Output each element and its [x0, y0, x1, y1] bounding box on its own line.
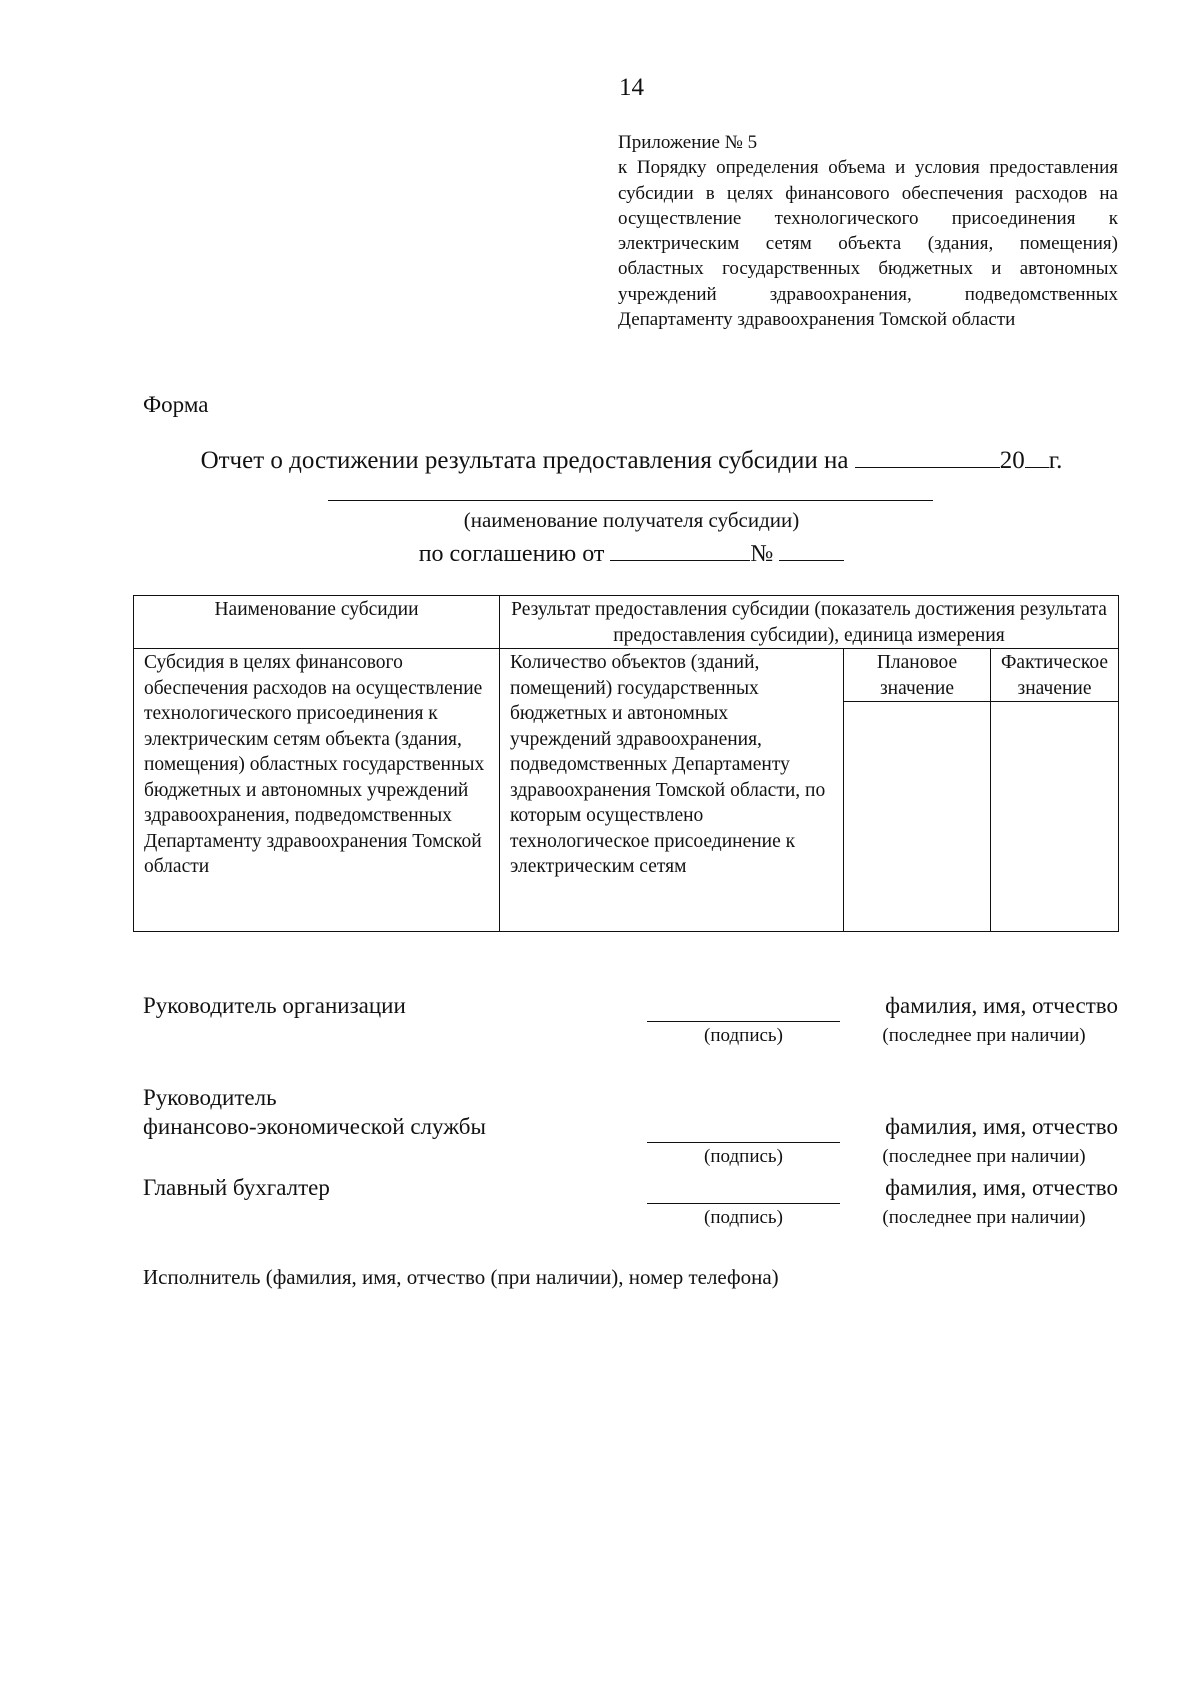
subsidy-result-table [133, 595, 1119, 932]
fio-label: фамилия, имя, отчество [885, 1175, 1118, 1200]
signature-caption: (подпись) [704, 1025, 783, 1046]
table-row [134, 649, 1119, 702]
header-result: Результат предоставления субсидии (показатель достижения результата предоставления субсидии), единица измерения [500, 596, 1119, 649]
head-finance-label-line2: финансово-экономической службы [143, 1114, 486, 1139]
head-finance-label-line1: Руководитель [143, 1085, 277, 1110]
fio-note: (последнее при наличии) [882, 1146, 1086, 1167]
agreement-label: по соглашению от [418, 541, 605, 567]
signature-caption: (подпись) [704, 1207, 783, 1228]
agreement-date-blank[interactable] [610, 536, 750, 561]
head-organization-label: Руководитель организации [143, 993, 406, 1018]
report-title [0, 443, 1200, 475]
signature-caption: (подпись) [704, 1146, 783, 1167]
agreement-number-blank[interactable] [779, 536, 844, 561]
indicator-cell: Количество объектов (зданий, помещений) государственных бюджетных и автономных учреждений здравоохранения, подведомственных Департаменту здравоохранения Томской области, по которым осуществлено технологическое присоединение к электрическим сетям [500, 649, 844, 932]
report-year-suffix: г. [1048, 447, 1063, 474]
subsidy-name-cell: Субсидия в целях финансового обеспечения расходов на осуществление технологического присоединения к электрическим сетям объекта (здания, помещения) областных государственных бюджетных и автономных учреждений здравоохранения, подведомственных Департаменту здравоохранения Томской области [134, 649, 500, 932]
fio-label: фамилия, имя, отчество [885, 993, 1118, 1018]
planned-value-cell[interactable] [843, 702, 990, 932]
table-header-row [134, 596, 1119, 649]
executor-line: Исполнитель (фамилия, имя, отчество (при наличии), номер телефона) [143, 1265, 779, 1289]
chief-accountant-label: Главный бухгалтер [143, 1175, 330, 1200]
recipient-caption: (наименование получателя субсидии) [463, 508, 800, 532]
page-number: 14 [619, 74, 644, 101]
appendix-header [618, 130, 1118, 332]
head-finance-signature-line[interactable] [647, 1142, 840, 1143]
head-organization-signature-line[interactable] [647, 1021, 840, 1022]
fio-note: (последнее при наличии) [882, 1025, 1086, 1046]
report-period-blank[interactable] [855, 443, 1000, 468]
report-title-text: Отчет о достижении результата предоставления субсидии на [200, 447, 849, 474]
fio-note: (последнее при наличии) [882, 1207, 1086, 1228]
report-year-prefix: 20 [999, 447, 1025, 474]
appendix-title: Приложение № 5 [618, 132, 758, 153]
report-year-blank[interactable] [1025, 443, 1049, 468]
planned-value-header: Плановое значение [843, 649, 990, 702]
chief-accountant-signature-line[interactable] [647, 1203, 840, 1204]
form-label: Форма [143, 392, 209, 417]
actual-value-header: Фактическое значение [991, 649, 1119, 702]
recipient-name-line[interactable] [328, 500, 933, 501]
appendix-text: к Порядку определения объема и условия предоставления субсидии в целях финансового обеспечения расходов на осуществление технологического присоединения к электрическим сетям объекта (здания, помещения) областных государственных бюджетных и автономных учреждений здравоохранения, подведомственных Департаменту здравоохранения Томской области [618, 157, 1118, 331]
number-sign: № [750, 541, 774, 567]
fio-label: фамилия, имя, отчество [885, 1114, 1118, 1139]
header-subsidy-name: Наименование субсидии [134, 596, 500, 649]
actual-value-cell[interactable] [991, 702, 1119, 932]
agreement-line [0, 536, 1200, 568]
